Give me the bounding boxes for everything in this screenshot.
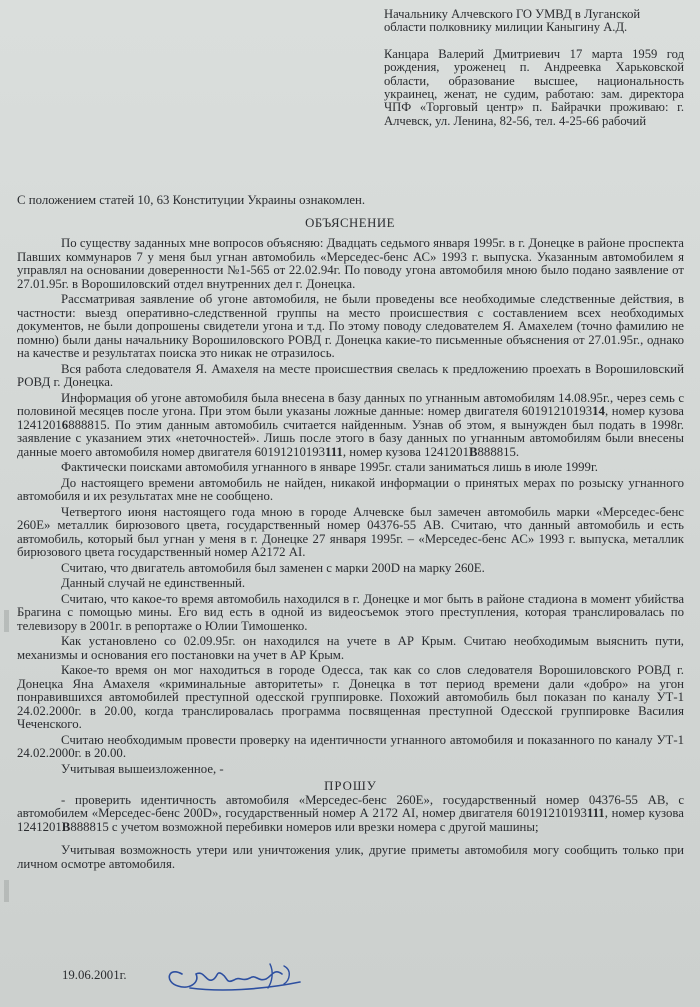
author-details: Канцара Валерий Дмитриевич 17 марта 1959 год рождения, уроженец п. Андреевка Харьковской области, образование высшее, национальность украинец, женат, не судим, работаю: зам. директора ЧПФ «Торговый центр» п. Байрачки проживаю: г. Алчевск, ул. Ленина, 82-56, тел. 4-25-66 рабочий [384,46,684,128]
punch-hole-mark [4,610,9,632]
paragraph: Фактически поисками автомобиля угнанного в январе 1995г. стали заниматься лишь в июле 1999г. [61,460,598,474]
paragraph: Данный случай не единственный. [61,576,246,590]
paragraph: Рассматривая заявление об угоне автомобиля, не были проведены все необходимые следственные действия, в частности: выезд оперативно-следственной группы на место происшествия с составлением всех необходимых документов, не были допрошены свидетели угона и т.д. По этому поводу следователем Я. Амахелем (точно фамилию не помню) были даны начальнику Ворошиловского РОВД г. Донецка какие-то письменные объяснения от 27.01.95г., однако на качестве и результатах поиска это никак не отразилось. [17,292,684,360]
acknowledgement-line: С положением статей 10, 63 Конституции Украины ознакомлен. [17,193,366,207]
paragraph: Считаю, что двигатель автомобиля был заменен с марки 200D на марку 260Е. [61,560,485,575]
paragraph: Как установлено со 02.09.95г. он находился на учете в АР Крым. Считаю необходимым выяснить пути, механизмы и основания его постановки на учет в АР Крым. [17,634,684,662]
document-title: ОБЪЯСНЕНИЕ [305,216,395,230]
addressee: Начальнику Алчевского ГО УМВД в Луганской области полковнику милиции Каныгину А.Д. [384,7,641,35]
paragraph: Информация об угоне автомобиля была внесена в базу данных по угнанным автомобилям 14.08.95г., через семь с половиной месяцев после угона. При этом были указаны ложные данные: номер двигателя 6019121019314, номер кузова 12412016888815. По этим данным автомобиль считается найденным. Узнав об этом, я вынужден был подать в 1998г. заявление с указанием этих «неточностей». Лишь после этого в базу данных по угнанным автомобилям были внесены данные моего автомобиля номер двигателя 60191210193111, номер кузова 1241201В888815. [17,390,684,459]
signature-date: 19.06.2001г. [62,968,127,982]
paragraph: Считаю, что какое-то время автомобиль находился в г. Донецке и мог быть в районе стадиона в момент убийства Брагина с помощью мины. Его вид есть в одной из видеосъемок этого преступления, которая транслировалась по телевизору в 2001г. в репортаже о Юлии Тимошенко. [17,591,684,633]
document-body [17,237,684,873]
request-heading: ПРОШУ [324,779,377,793]
request-item: - проверить идентичность автомобиля «Мерседес-бенс 260Е», государственный номер 04376-55 АВ, с автомобилем «Мерседес-бенс 200D», государственный номер А 2172 AI, номер двигателя 60191210193111, номер кузова 1241201В888815 с учетом возможной перебивки номеров или врезки номера с другой машины; [17,792,684,834]
paragraph: Вся работа следователя Я. Амахеля на месте происшествия свелась к предложению проехать в Ворошиловский РОВД г. Донецка. [17,361,684,389]
closing-paragraph: Учитывая возможность утери или уничтожения улик, другие приметы автомобиля могу сообщить только при личном осмотре автомобиля. [17,843,684,871]
paragraph: Четвертого июня настоящего года мною в городе Алчевске был замечен автомобиль марки «Мерседес-бенс 260Е» металлик бирюзового цвета, государственный номер 04376-55 АВ. Считаю, что данный автомобиль и есть автомобиль, который был угнан у меня в г. Донецке 27 января 1995г. – «Мерседес-бенс АС» 1993 г. выпуска, металлик бирюзового цвета государственный номер А2172 AI. [17,504,684,559]
header-block [384,8,684,128]
paragraph: Учитывая вышеизложенное, - [61,761,224,776]
paragraph: До настоящего времени автомобиль не найден, никакой информации о принятых мерах по розыску угнанного автомобиля и их результатах мне не сообщено. [17,475,684,503]
handwritten-signature [160,952,320,996]
paragraph: По существу заданных мне вопросов объясняю: Двадцать седьмого января 1995г. в г. Донецке в районе проспекта Павших коммунаров 7 у меня был угнан автомобиль «Мерседес-бенс АС» 1993 г. выпуска. Указанным автомобилем я управлял на основании доверенности №1-565 от 22.02.94г. По поводу угона автомобиля мною было подано заявление от 27.01.95г. в Ворошиловский отдел внутренних дел г. Донецка. [17,236,684,291]
paragraph: Какое-то время он мог находиться в городе Одесса, так как со слов следователя Ворошиловского РОВД г. Донецка Яна Амахеля «криминальные авторитеты» г. Донецка в тот период времени дали «добро» на угон понравившихся автомобилей преступной одесской группировке. Похожий автомобиль был показан по каналу УТ-1 24.02.2000г. в 20.00, когда транслировалась программа посвященная преступной Одесской группировке Василия Чеченского. [17,663,684,731]
paragraph: Считаю необходимым провести проверку на идентичности угнанного автомобиля и показанного по каналу УТ-1 24.02.2000г. в 20.00. [17,732,684,760]
punch-hole-mark [4,880,9,902]
